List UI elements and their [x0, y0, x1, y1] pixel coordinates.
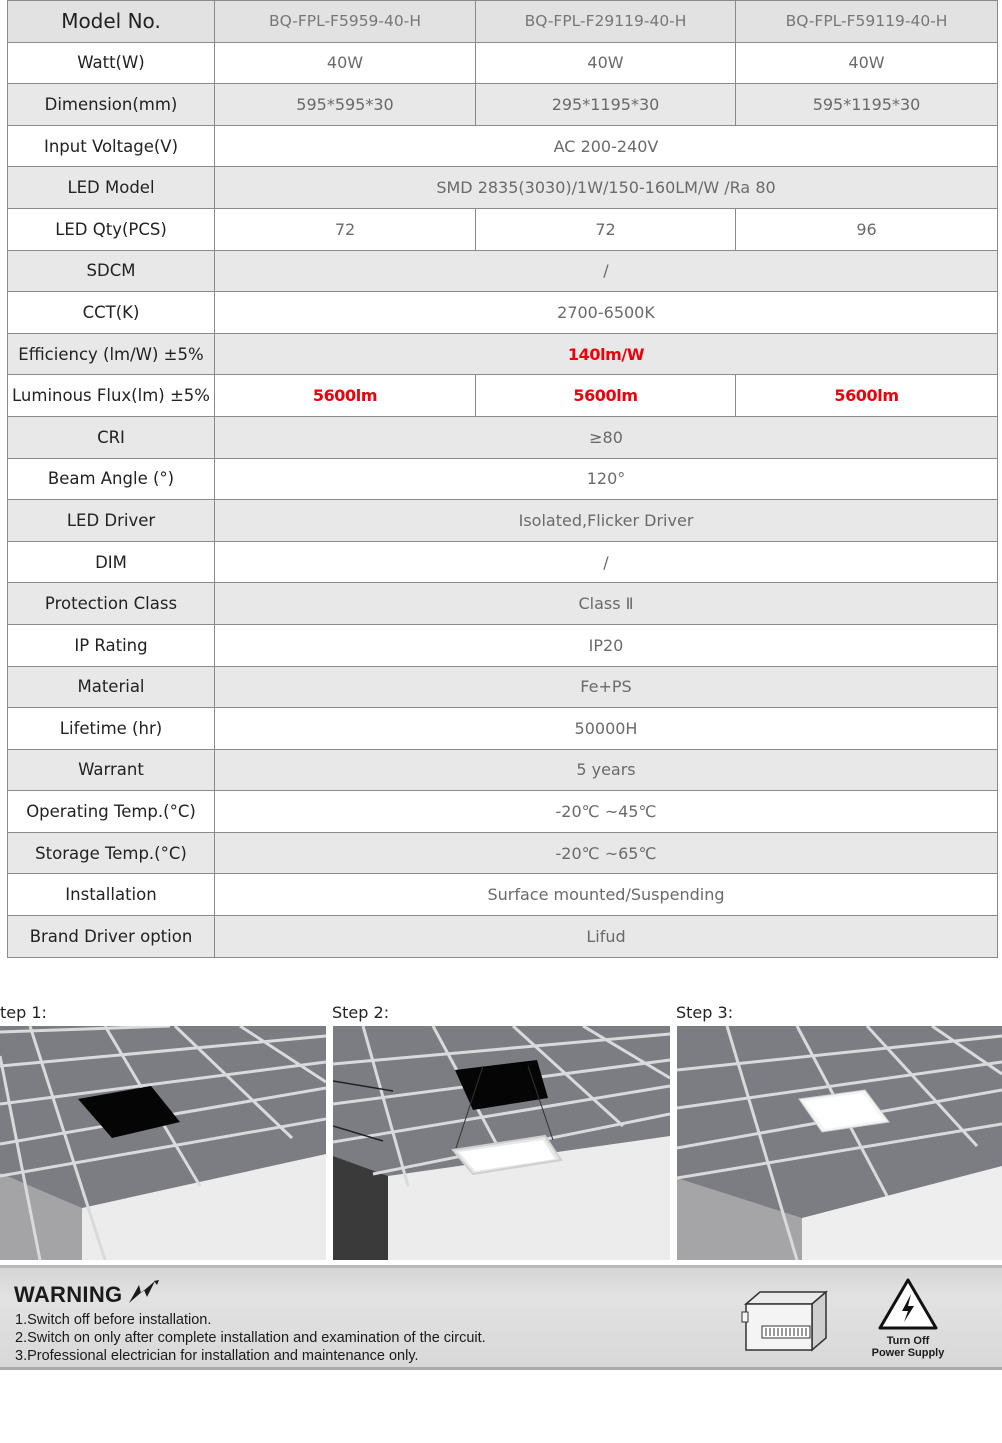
row-label: Lifetime (hr): [8, 708, 215, 750]
table-row: [8, 624, 998, 666]
warning-line-1: 1.Switch off before installation.: [15, 1312, 212, 1328]
row-value: 40W: [736, 42, 998, 84]
row-value-merged: Lifud: [215, 916, 998, 958]
caption-line-2: Power Supply: [871, 1346, 945, 1359]
row-value: 595*595*30: [215, 84, 476, 126]
row-label: CRI: [8, 416, 215, 458]
row-label: Storage Temp.(°C): [8, 832, 215, 874]
table-row: [8, 375, 998, 417]
row-label: Warrant: [8, 749, 215, 791]
row-label: Luminous Flux(lm) ±5%: [8, 375, 215, 417]
row-value: 595*1195*30: [736, 84, 998, 126]
step-3-image: [677, 1026, 1002, 1260]
row-value-merged: Class Ⅱ: [215, 583, 998, 625]
table-row: [8, 416, 998, 458]
row-label: Operating Temp.(°C): [8, 791, 215, 833]
step-2-image: [333, 1026, 670, 1260]
row-value: 295*1195*30: [476, 84, 736, 126]
row-value-merged: 50000H: [215, 708, 998, 750]
row-value-merged: -20℃ ~65℃: [215, 832, 998, 874]
breaker-box-icon: [740, 1286, 830, 1356]
model-name-cell: BQ-FPL-F29119-40-H: [476, 1, 736, 43]
table-row: [8, 791, 998, 833]
table-row: [8, 84, 998, 126]
row-value-merged: AC 200-240V: [215, 125, 998, 167]
turn-off-power-caption: [858, 1336, 958, 1359]
table-row: [8, 666, 998, 708]
step-2-label: Step 2:: [332, 1003, 390, 1022]
warning-line-3: 3.Professional electrician for installation and maintenance only.: [15, 1348, 419, 1364]
table-row: [8, 292, 998, 334]
row-label: DIM: [8, 541, 215, 583]
table-row: [8, 874, 998, 916]
row-label: LED Model: [8, 167, 215, 209]
table-row: [8, 500, 998, 542]
row-label: Input Voltage(V): [8, 125, 215, 167]
model-name-cell: BQ-FPL-F5959-40-H: [215, 1, 476, 43]
row-label: Dimension(mm): [8, 84, 215, 126]
row-value-merged: IP20: [215, 624, 998, 666]
row-label: Protection Class: [8, 583, 215, 625]
spec-table: [7, 0, 998, 958]
table-row: [8, 832, 998, 874]
row-value: 5600lm: [215, 375, 476, 417]
row-label: Efficiency (lm/W) ±5%: [8, 333, 215, 375]
row-value-merged: /: [215, 250, 998, 292]
row-value-merged: /: [215, 541, 998, 583]
row-label: Installation: [8, 874, 215, 916]
row-value-merged: 5 years: [215, 749, 998, 791]
row-value-merged: 2700-6500K: [215, 292, 998, 334]
row-value-merged: 140lm/W: [215, 333, 998, 375]
table-header-row: [8, 1, 998, 43]
row-value: 40W: [215, 42, 476, 84]
row-value: 96: [736, 208, 998, 250]
row-label: LED Driver: [8, 500, 215, 542]
row-value-merged: -20℃ ~45℃: [215, 791, 998, 833]
step-1-label: tep 1:: [0, 1003, 47, 1022]
table-row: [8, 208, 998, 250]
lightning-icon: [127, 1279, 161, 1305]
table-row: [8, 749, 998, 791]
table-row: [8, 333, 998, 375]
row-value: 72: [215, 208, 476, 250]
step-3-label: Step 3:: [676, 1003, 734, 1022]
row-value: 40W: [476, 42, 736, 84]
row-value: 72: [476, 208, 736, 250]
row-value-merged: 120°: [215, 458, 998, 500]
row-label: Material: [8, 666, 215, 708]
table-row: [8, 708, 998, 750]
row-value-merged: Fe+PS: [215, 666, 998, 708]
row-label: CCT(K): [8, 292, 215, 334]
table-row: [8, 250, 998, 292]
warning-title-text: WARNING: [14, 1282, 123, 1307]
row-value: 5600lm: [476, 375, 736, 417]
row-label: LED Qty(PCS): [8, 208, 215, 250]
table-row: [8, 167, 998, 209]
model-header-label: Model No.: [8, 1, 215, 43]
table-row: [8, 42, 998, 84]
row-value-merged: Surface mounted/Suspending: [215, 874, 998, 916]
warning-banner: [0, 1265, 1002, 1370]
table-row: [8, 458, 998, 500]
row-value: 5600lm: [736, 375, 998, 417]
row-value-merged: SMD 2835(3030)/1W/150-160LM/W /Ra 80: [215, 167, 998, 209]
table-row: [8, 125, 998, 167]
row-value-merged: Isolated,Flicker Driver: [215, 500, 998, 542]
table-row: [8, 916, 998, 958]
step-1-image: [0, 1026, 326, 1260]
spec-table-body: [8, 1, 998, 958]
row-label: Beam Angle (°): [8, 458, 215, 500]
row-label: Brand Driver option: [8, 916, 215, 958]
caption-line-1: Turn Off: [886, 1335, 930, 1347]
model-name-cell: BQ-FPL-F59119-40-H: [736, 1, 998, 43]
row-label: Watt(W): [8, 42, 215, 84]
row-label: IP Rating: [8, 624, 215, 666]
warning-title: [14, 1282, 122, 1308]
row-value-merged: ≥80: [215, 416, 998, 458]
high-voltage-icon: [877, 1277, 939, 1331]
row-label: SDCM: [8, 250, 215, 292]
table-row: [8, 583, 998, 625]
table-row: [8, 541, 998, 583]
warning-line-2: 2.Switch on only after complete installation and examination of the circuit.: [15, 1330, 486, 1346]
